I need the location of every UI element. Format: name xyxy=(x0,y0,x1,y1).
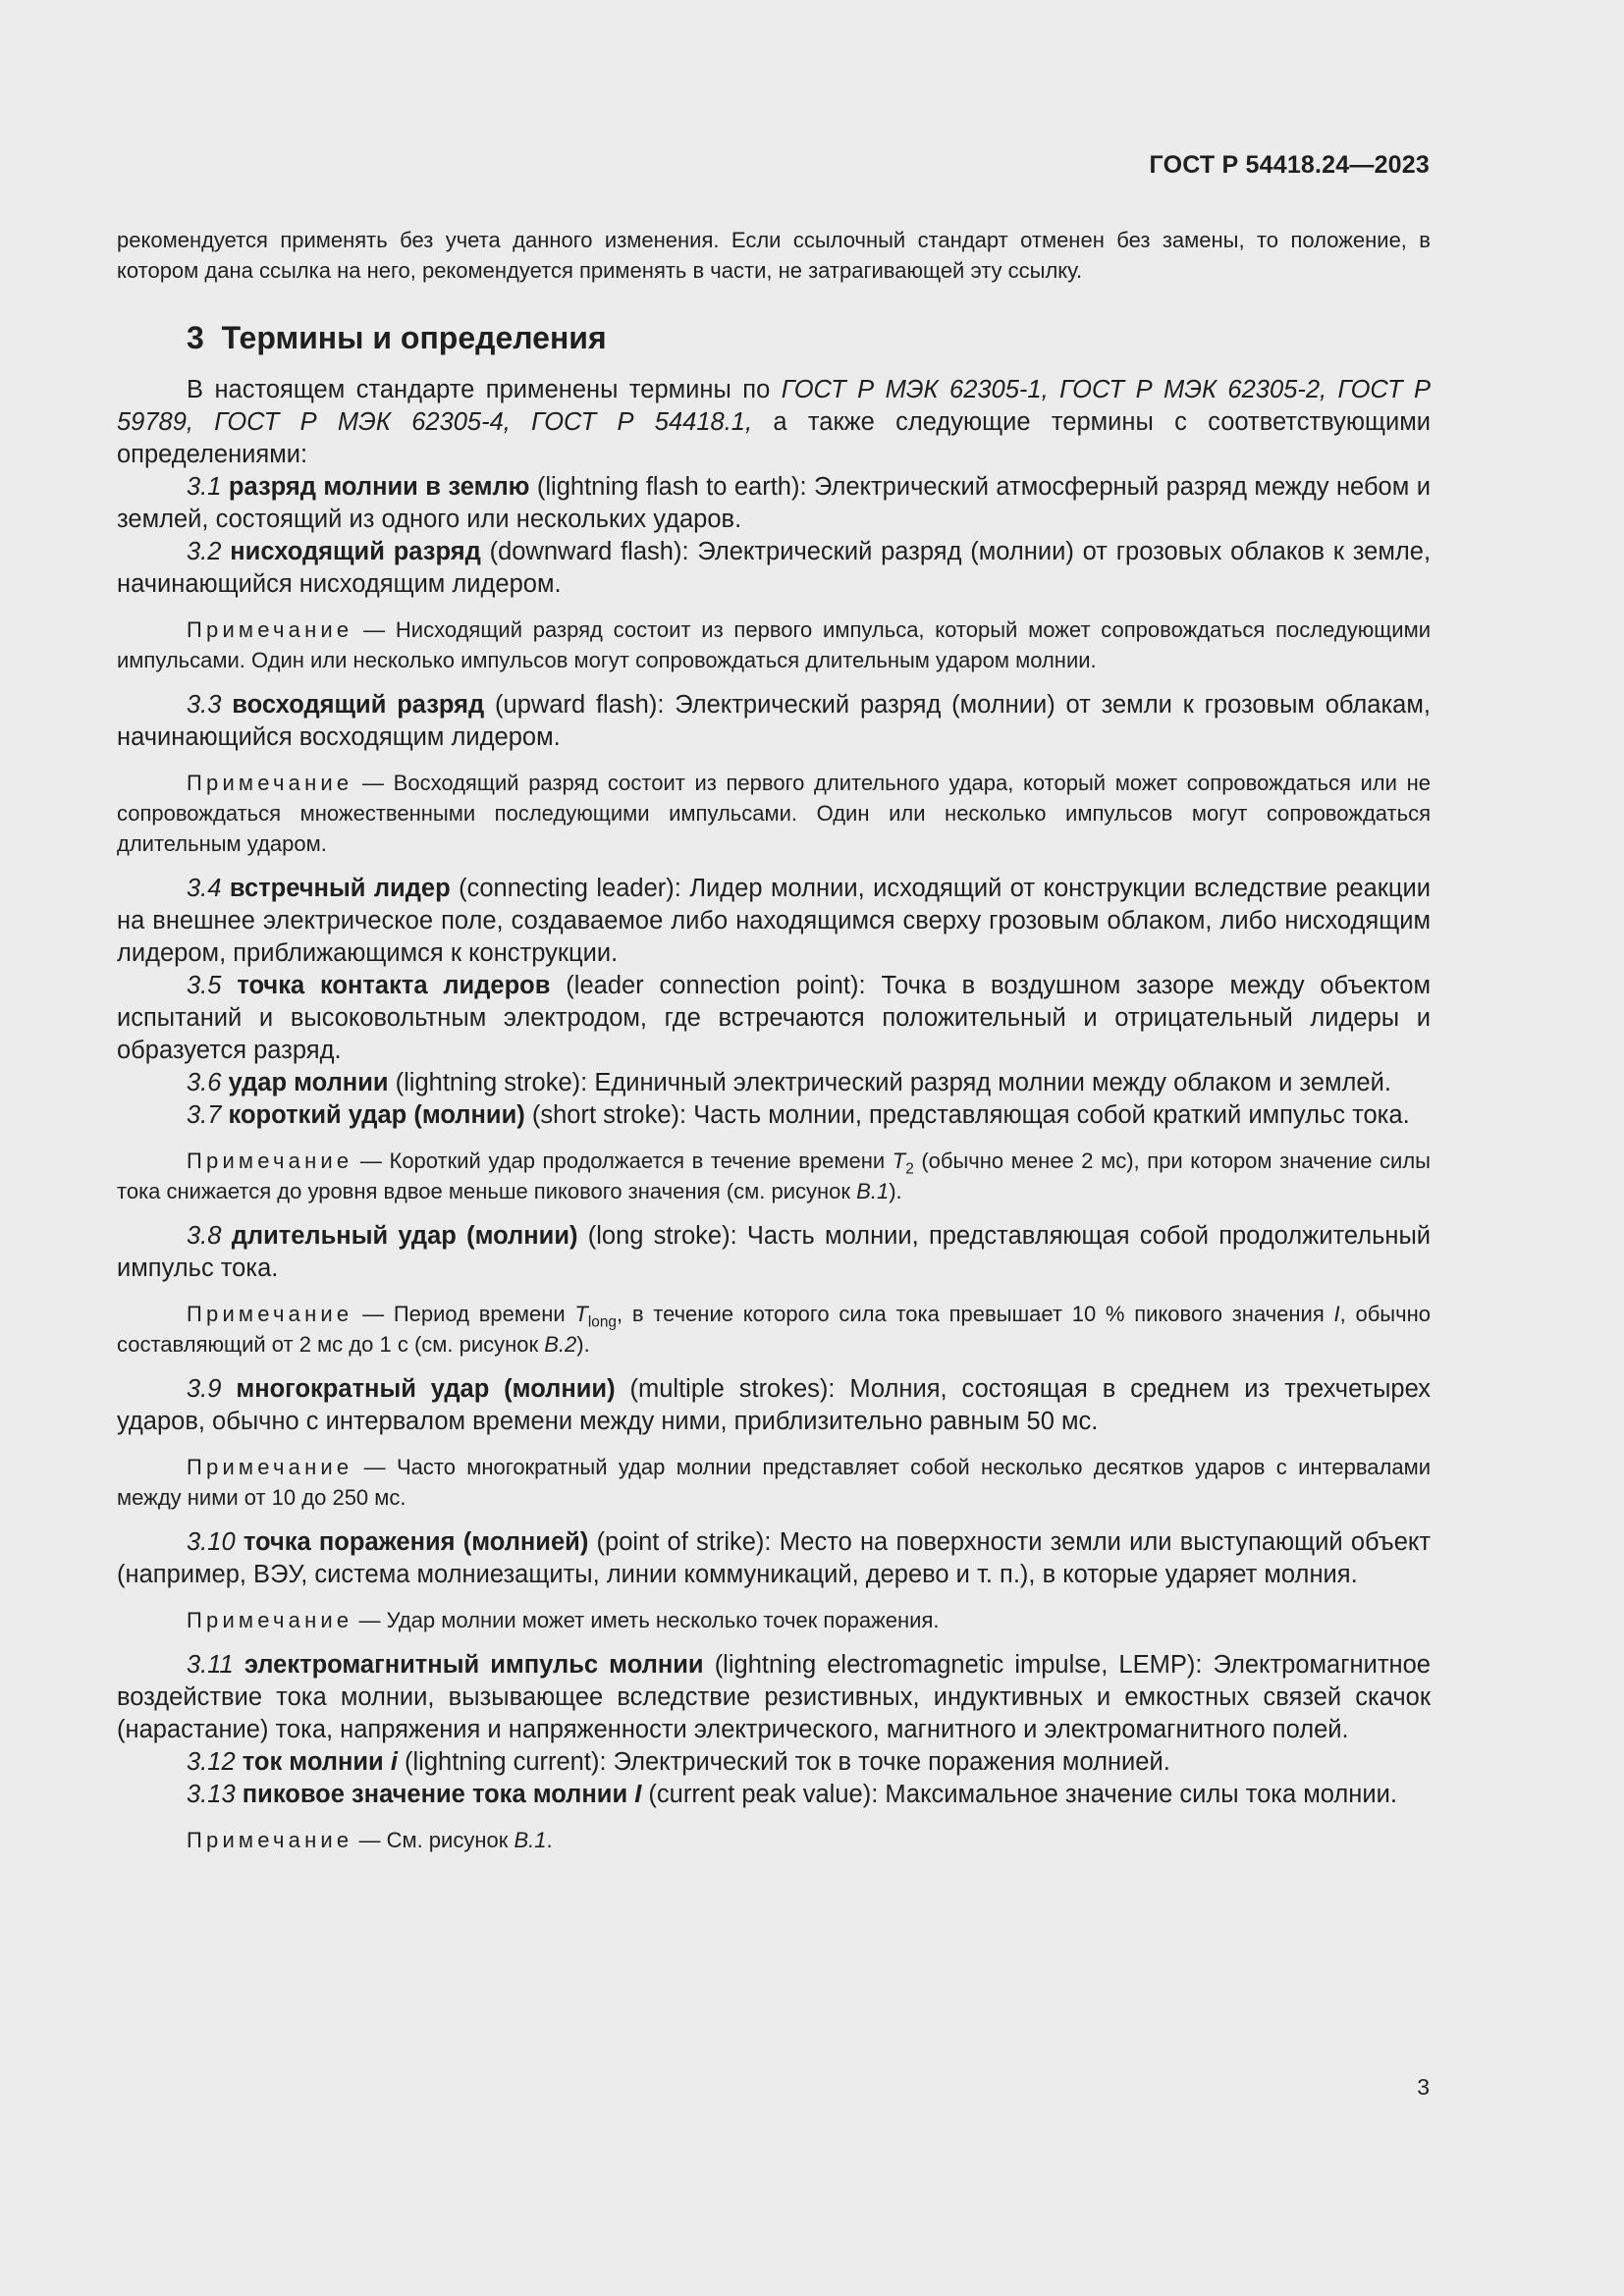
term-english: (current peak value): xyxy=(648,1781,879,1808)
term-definition: Максимальное значение силы тока молнии. xyxy=(885,1781,1397,1808)
term-english: (lightning flash to earth): xyxy=(536,473,807,501)
term-symbol: i xyxy=(390,1748,398,1776)
term-entry-3-11 xyxy=(117,1649,1431,1746)
note-label: Примечание xyxy=(187,1302,353,1326)
term-name: длительный удар (молнии) xyxy=(231,1222,578,1250)
term-name: пиковое значение тока молнии xyxy=(242,1781,628,1808)
lead-after: а также следующие термины с соответствующими определениями: xyxy=(117,408,1431,468)
section-number: 3 xyxy=(187,320,204,355)
lead-before: В настоящем стандарте применены термины по xyxy=(187,376,782,403)
term-entry-3-12 xyxy=(117,1746,1431,1779)
term-number: 3.3 xyxy=(187,691,222,719)
term-definition: Электрический разряд (молнии) от грозовых облаков к земле, начинающийся нисходящим лидером. xyxy=(117,538,1432,598)
term-number: 3.10 xyxy=(187,1528,236,1556)
term-definition: Электрический атмосферный разряд между небом и землей, состоящий из одного или нескольких ударов. xyxy=(117,473,1431,533)
note-3-8 xyxy=(117,1299,1431,1360)
term-definition: Электромагнитное воздействие тока молнии, вызывающее вследствие резистивных, индуктивных и емкостных связей скачок (нарастание) тока, напряжения и напряженности электрического, магнитного и электромагнитного полей. xyxy=(117,1651,1431,1743)
term-definition: Электрический ток в точке поражения молнией. xyxy=(613,1748,1170,1776)
term-english: (lightning current): xyxy=(405,1748,607,1776)
note-text: , в течение которого сила тока превышает 10 % пикового значения xyxy=(616,1302,1334,1326)
term-english: (upward flash): xyxy=(495,691,665,719)
term-entry-3-2 xyxy=(117,536,1431,601)
note-text: ). xyxy=(576,1332,590,1357)
term-number: 3.8 xyxy=(187,1222,222,1250)
symbol-t: T xyxy=(892,1148,906,1173)
term-entry-3-5 xyxy=(117,970,1431,1067)
note-text: (обычно менее 2 мс), при котором значение силы тока снижается до уровня вдвое меньше пикового значения (см. рисунок xyxy=(117,1148,1431,1203)
term-english: (leader connection point): xyxy=(566,972,866,999)
section-lead-paragraph xyxy=(117,374,1431,471)
term-english: (point of strike): xyxy=(596,1528,772,1556)
note-text: — Восходящий разряд состоит из первого длительного удара, который может сопровождаться или не сопровождаться множественными последующими импульсами. Один или несколько импульсов могут сопровождаться длительным ударом. xyxy=(117,771,1431,856)
term-name: точка поражения (молнией) xyxy=(243,1528,589,1556)
note-label: Примечание xyxy=(187,1828,353,1852)
note-3-9 xyxy=(117,1452,1431,1513)
note-label: Примечание xyxy=(187,617,353,642)
term-name: ток молнии xyxy=(242,1748,384,1776)
note-text: — Часто многократный удар молнии представляет собой несколько десятков ударов с интервалами между ними от 10 до 250 мс. xyxy=(117,1455,1431,1510)
note-label: Примечание xyxy=(187,1148,353,1173)
lead-references: ГОСТ Р МЭК 62305-1, ГОСТ Р МЭК 62305-2, ГОСТ Р 59789, ГОСТ Р МЭК 62305-4, ГОСТ Р 54418.1, xyxy=(117,376,1431,436)
term-name: восходящий разряд xyxy=(232,691,485,719)
term-name: короткий удар (молнии) xyxy=(228,1101,525,1129)
term-definition: Место на поверхности земли или выступающий объект (например, ВЭУ, система молниезащиты, линии коммуникаций, дерево и т. п.), в которые ударяет молния. xyxy=(117,1528,1432,1588)
term-number: 3.12 xyxy=(187,1748,236,1776)
term-entry-3-8 xyxy=(117,1220,1431,1285)
term-number: 3.5 xyxy=(187,972,222,999)
note-label: Примечание xyxy=(187,1455,353,1479)
note-3-3 xyxy=(117,768,1431,859)
section-heading xyxy=(117,318,1431,357)
term-number: 3.6 xyxy=(187,1069,222,1096)
term-entry-3-10 xyxy=(117,1526,1431,1591)
term-number: 3.4 xyxy=(187,875,222,902)
term-number: 3.7 xyxy=(187,1101,222,1129)
note-label: Примечание xyxy=(187,771,353,795)
note-text: , обычно составляющий от 2 мс до 1 с (см. рисунок xyxy=(117,1302,1431,1357)
term-definition: Молния, состоящая в среднем из трехчетырех ударов, обычно с интервалом времени между ними, приблизительно равным 50 мс. xyxy=(117,1375,1431,1435)
term-english: (short stroke): xyxy=(531,1101,687,1129)
term-number: 3.13 xyxy=(187,1781,236,1808)
term-english: (lightning stroke): xyxy=(395,1069,588,1096)
note-text: — См. рисунок xyxy=(352,1828,514,1852)
note-3-7 xyxy=(117,1146,1431,1206)
note-text: — Удар молнии может иметь несколько точек поражения. xyxy=(352,1608,940,1632)
term-entry-3-7 xyxy=(117,1099,1431,1132)
note-text: . xyxy=(546,1828,553,1852)
term-name: нисходящий разряд xyxy=(230,538,481,565)
note-label: Примечание xyxy=(187,1608,353,1632)
note-text: — Период времени xyxy=(352,1302,575,1326)
term-entry-3-3 xyxy=(117,689,1431,754)
symbol-subscript: long xyxy=(587,1313,617,1331)
term-name: разряд молнии в землю xyxy=(228,473,530,501)
term-symbol: I xyxy=(634,1781,642,1808)
term-entry-3-6 xyxy=(117,1067,1431,1099)
term-name: точка контакта лидеров xyxy=(237,972,551,999)
note-3-2 xyxy=(117,614,1431,675)
term-definition: Электрический разряд (молнии) от земли к грозовым облакам, начинающийся восходящим лидером. xyxy=(117,691,1431,751)
term-entry-3-9 xyxy=(117,1373,1431,1438)
term-number: 3.11 xyxy=(187,1651,234,1679)
term-definition: Лидер молнии, исходящий от конструкции вследствие реакции на внешнее электрическое поле, создаваемое либо находящимся сверху грозовым облаком, либо нисходящим лидером, приближающимся к конструкции. xyxy=(117,875,1432,967)
term-name: встречный лидер xyxy=(229,875,451,902)
term-english: (lightning electromagnetic impulse, LEMP): xyxy=(714,1651,1203,1679)
term-number: 3.1 xyxy=(187,473,222,501)
figure-reference: В.1 xyxy=(856,1179,890,1203)
note-text: — Нисходящий разряд состоит из первого импульса, который может сопровождаться последующими импульсами. Один или несколько импульсов могут сопровождаться длительным ударом молнии. xyxy=(117,617,1431,672)
intro-paragraph: рекомендуется применять без учета данного изменения. Если ссылочный стандарт отменен без замены, то положение, в котором дана ссылка на него, рекомендуется применять в части, не затрагивающей эту ссылку. xyxy=(117,228,1431,283)
note-text: ). xyxy=(889,1179,902,1203)
term-number: 3.2 xyxy=(187,538,222,565)
figure-reference: В.1 xyxy=(514,1828,547,1852)
term-english: (downward flash): xyxy=(489,538,689,565)
term-english: (long stroke): xyxy=(587,1222,737,1250)
term-entry-3-4 xyxy=(117,873,1431,970)
note-3-10 xyxy=(117,1605,1431,1635)
term-definition: Точка в воздушном зазоре между объектом испытаний и высоковольтным электродом, где встречаются положительный и отрицательный лидеры и образуется разряд. xyxy=(117,972,1432,1064)
figure-reference: В.2 xyxy=(544,1332,577,1357)
term-english: (connecting leader): xyxy=(459,875,681,902)
term-name: многократный удар (молнии) xyxy=(236,1375,616,1403)
document-code-header: ГОСТ Р 54418.24—2023 xyxy=(1149,151,1430,179)
term-english: (multiple strokes): xyxy=(629,1375,836,1403)
symbol-i: I xyxy=(1333,1302,1340,1326)
term-definition: Часть молнии, представляющая собой продолжительный импульс тока. xyxy=(117,1222,1432,1282)
term-definition: Часть молнии, представляющая собой краткий импульс тока. xyxy=(693,1101,1410,1129)
section-title: Термины и определения xyxy=(221,320,607,355)
page-content xyxy=(117,225,1431,1855)
symbol-t: T xyxy=(574,1302,588,1326)
term-entry-3-13 xyxy=(117,1779,1431,1811)
term-entry-3-1 xyxy=(117,471,1431,536)
page-number: 3 xyxy=(1417,2074,1430,2100)
note-text: — Короткий удар продолжается в течение времени xyxy=(352,1148,893,1173)
note-3-13 xyxy=(117,1825,1431,1855)
term-name: электромагнитный импульс молнии xyxy=(244,1651,704,1679)
term-number: 3.9 xyxy=(187,1375,222,1403)
term-definition: Единичный электрический разряд молнии между облаком и землей. xyxy=(594,1069,1391,1096)
symbol-subscript: 2 xyxy=(905,1160,914,1178)
term-name: удар молнии xyxy=(228,1069,389,1096)
